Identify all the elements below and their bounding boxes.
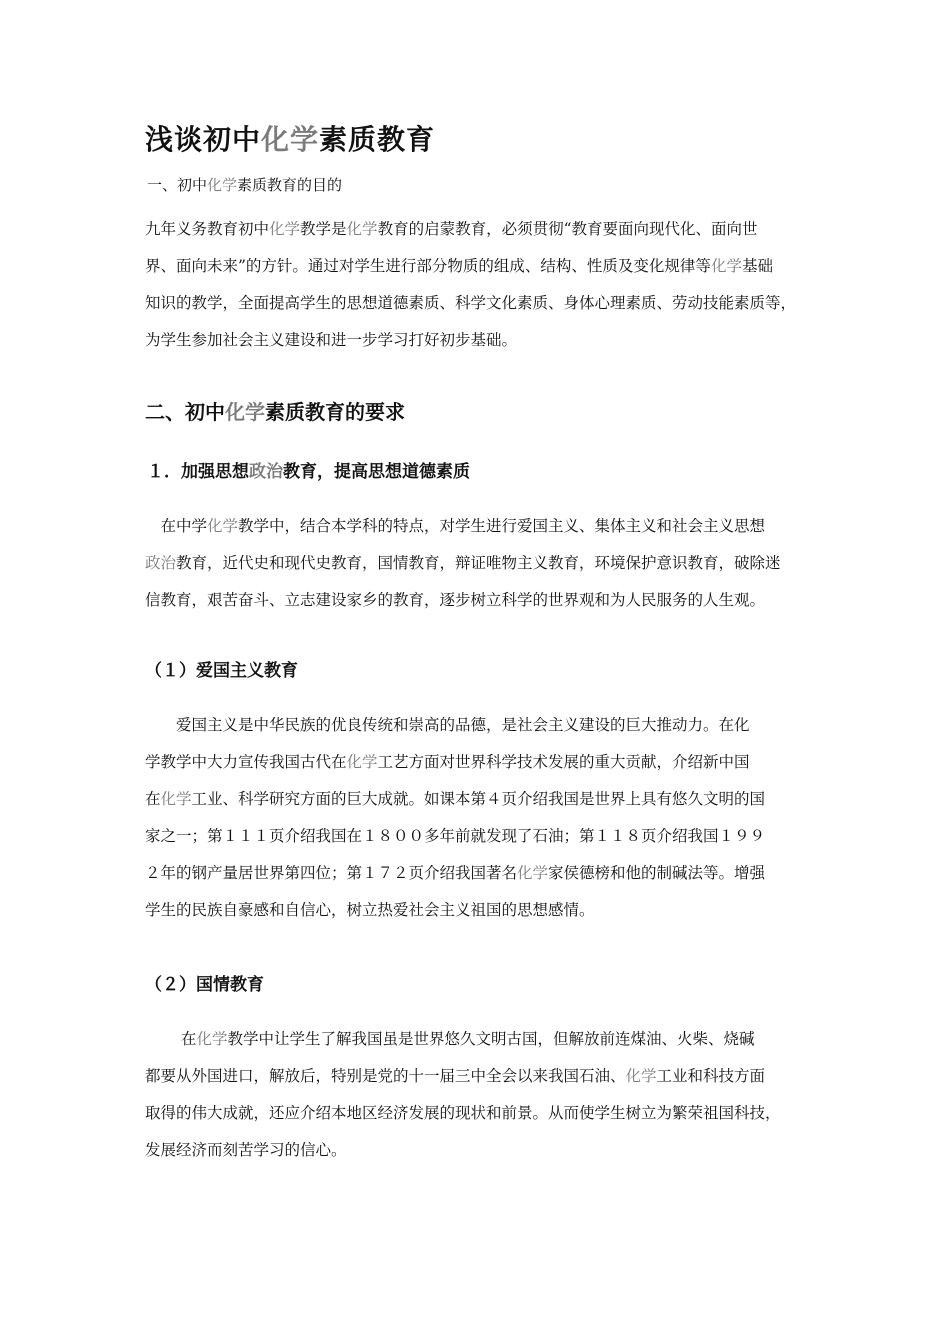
text-line: 爱国主义是中华民族的优良传统和崇高的品德，是社会主义建设的巨大推动力。在化	[145, 716, 750, 734]
page-title: 浅谈初中化学素质教育	[145, 123, 436, 156]
text-line: 知识的教学，全面提高学生的思想道德素质、科学文化素质、身体心理素质、劳动技能素质等，	[145, 294, 797, 312]
keyword-link[interactable]: 化学	[517, 864, 549, 882]
text-line: 在中学化学教学中，结合本学科的特点，对学生进行爱国主义、集体主义和社会主义思想	[145, 517, 766, 535]
text-line: 都要从外国进口，解放后，特别是党的十一届三中全会以来我国石油、化学工业和科技方面	[145, 1067, 766, 1085]
keyword-link[interactable]: 化学	[261, 123, 320, 156]
keyword-link[interactable]: 政治	[249, 462, 283, 482]
keyword-link[interactable]: 化学	[225, 400, 265, 424]
text-line: 在化学教学中让学生了解我国虽是世界悠久文明古国，但解放前连煤油、火柴、烧碱	[145, 1030, 755, 1048]
paragraph-patriotism	[145, 707, 825, 929]
text-line: 在化学工业、科学研究方面的巨大成就。如课本第４页介绍我国是世界上具有悠久文明的国	[145, 790, 766, 808]
text-line: 发展经济而刻苦学习的信心。	[145, 1141, 347, 1159]
text-line: 取得的伟大成就，还应介绍本地区经济发展的现状和前景。从而使学生树立为繁荣祖国科技，	[145, 1104, 781, 1122]
text-line: 九年义务教育初中化学教学是化学教育的启蒙教育，必须贯彻“教育要面向现代化、面向世	[145, 220, 758, 238]
text-line: 政治教育，近代史和现代史教育，国情教育，辩证唯物主义教育，环境保护意识教育，破除迷	[145, 554, 781, 572]
text-line: 为学生参加社会主义建设和进一步学习打好初步基础。	[145, 331, 518, 349]
section-heading-purpose: 一、初中化学素质教育的目的	[147, 176, 343, 194]
text-line: 学生的民族自豪感和自信心，树立热爱社会主义祖国的思想感情。	[145, 901, 595, 919]
text-line: 界、面向未来”的方针。通过对学生进行部分物质的组成、结构、性质及变化规律等化学基础	[145, 257, 773, 275]
subheading-national-conditions: （２）国情教育	[145, 975, 264, 995]
subheading-political-education: １．加强思想政治教育，提高思想道德素质	[147, 462, 470, 482]
keyword-link[interactable]: 化学	[207, 517, 239, 535]
paragraph-national-conditions	[145, 1021, 825, 1169]
keyword-link[interactable]: 化学	[346, 753, 378, 771]
keyword-link[interactable]: 化学	[160, 790, 192, 808]
keyword-link[interactable]: 化学	[196, 1030, 228, 1048]
text-line: ２年的钢产量居世界第四位；第１７２页介绍我国著名化学家侯德榜和他的制碱法等。增强	[145, 864, 766, 882]
paragraph-purpose	[145, 211, 825, 359]
text-line: 学教学中大力宣传我国古代在化学工艺方面对世界科学技术发展的重大贡献，介绍新中国	[145, 753, 750, 771]
keyword-link[interactable]: 化学	[625, 1067, 657, 1085]
text-line: 家之一；第１１１页介绍我国在１８００多年前就发现了石油；第１１８页介绍我国１９９	[145, 827, 766, 845]
keyword-link[interactable]: 化学	[269, 220, 301, 238]
subheading-patriotism: （１）爱国主义教育	[145, 661, 298, 681]
section-heading-requirements: 二、初中化学素质教育的要求	[145, 400, 405, 424]
keyword-link[interactable]: 化学	[207, 176, 238, 194]
keyword-link[interactable]: 政治	[145, 554, 177, 572]
keyword-link[interactable]: 化学	[710, 257, 742, 275]
text-line: 信教育，艰苦奋斗、立志建设家乡的教育，逐步树立科学的世界观和为人民服务的人生观。	[145, 591, 766, 609]
paragraph-political-education	[145, 508, 825, 619]
keyword-link[interactable]: 化学	[346, 220, 378, 238]
